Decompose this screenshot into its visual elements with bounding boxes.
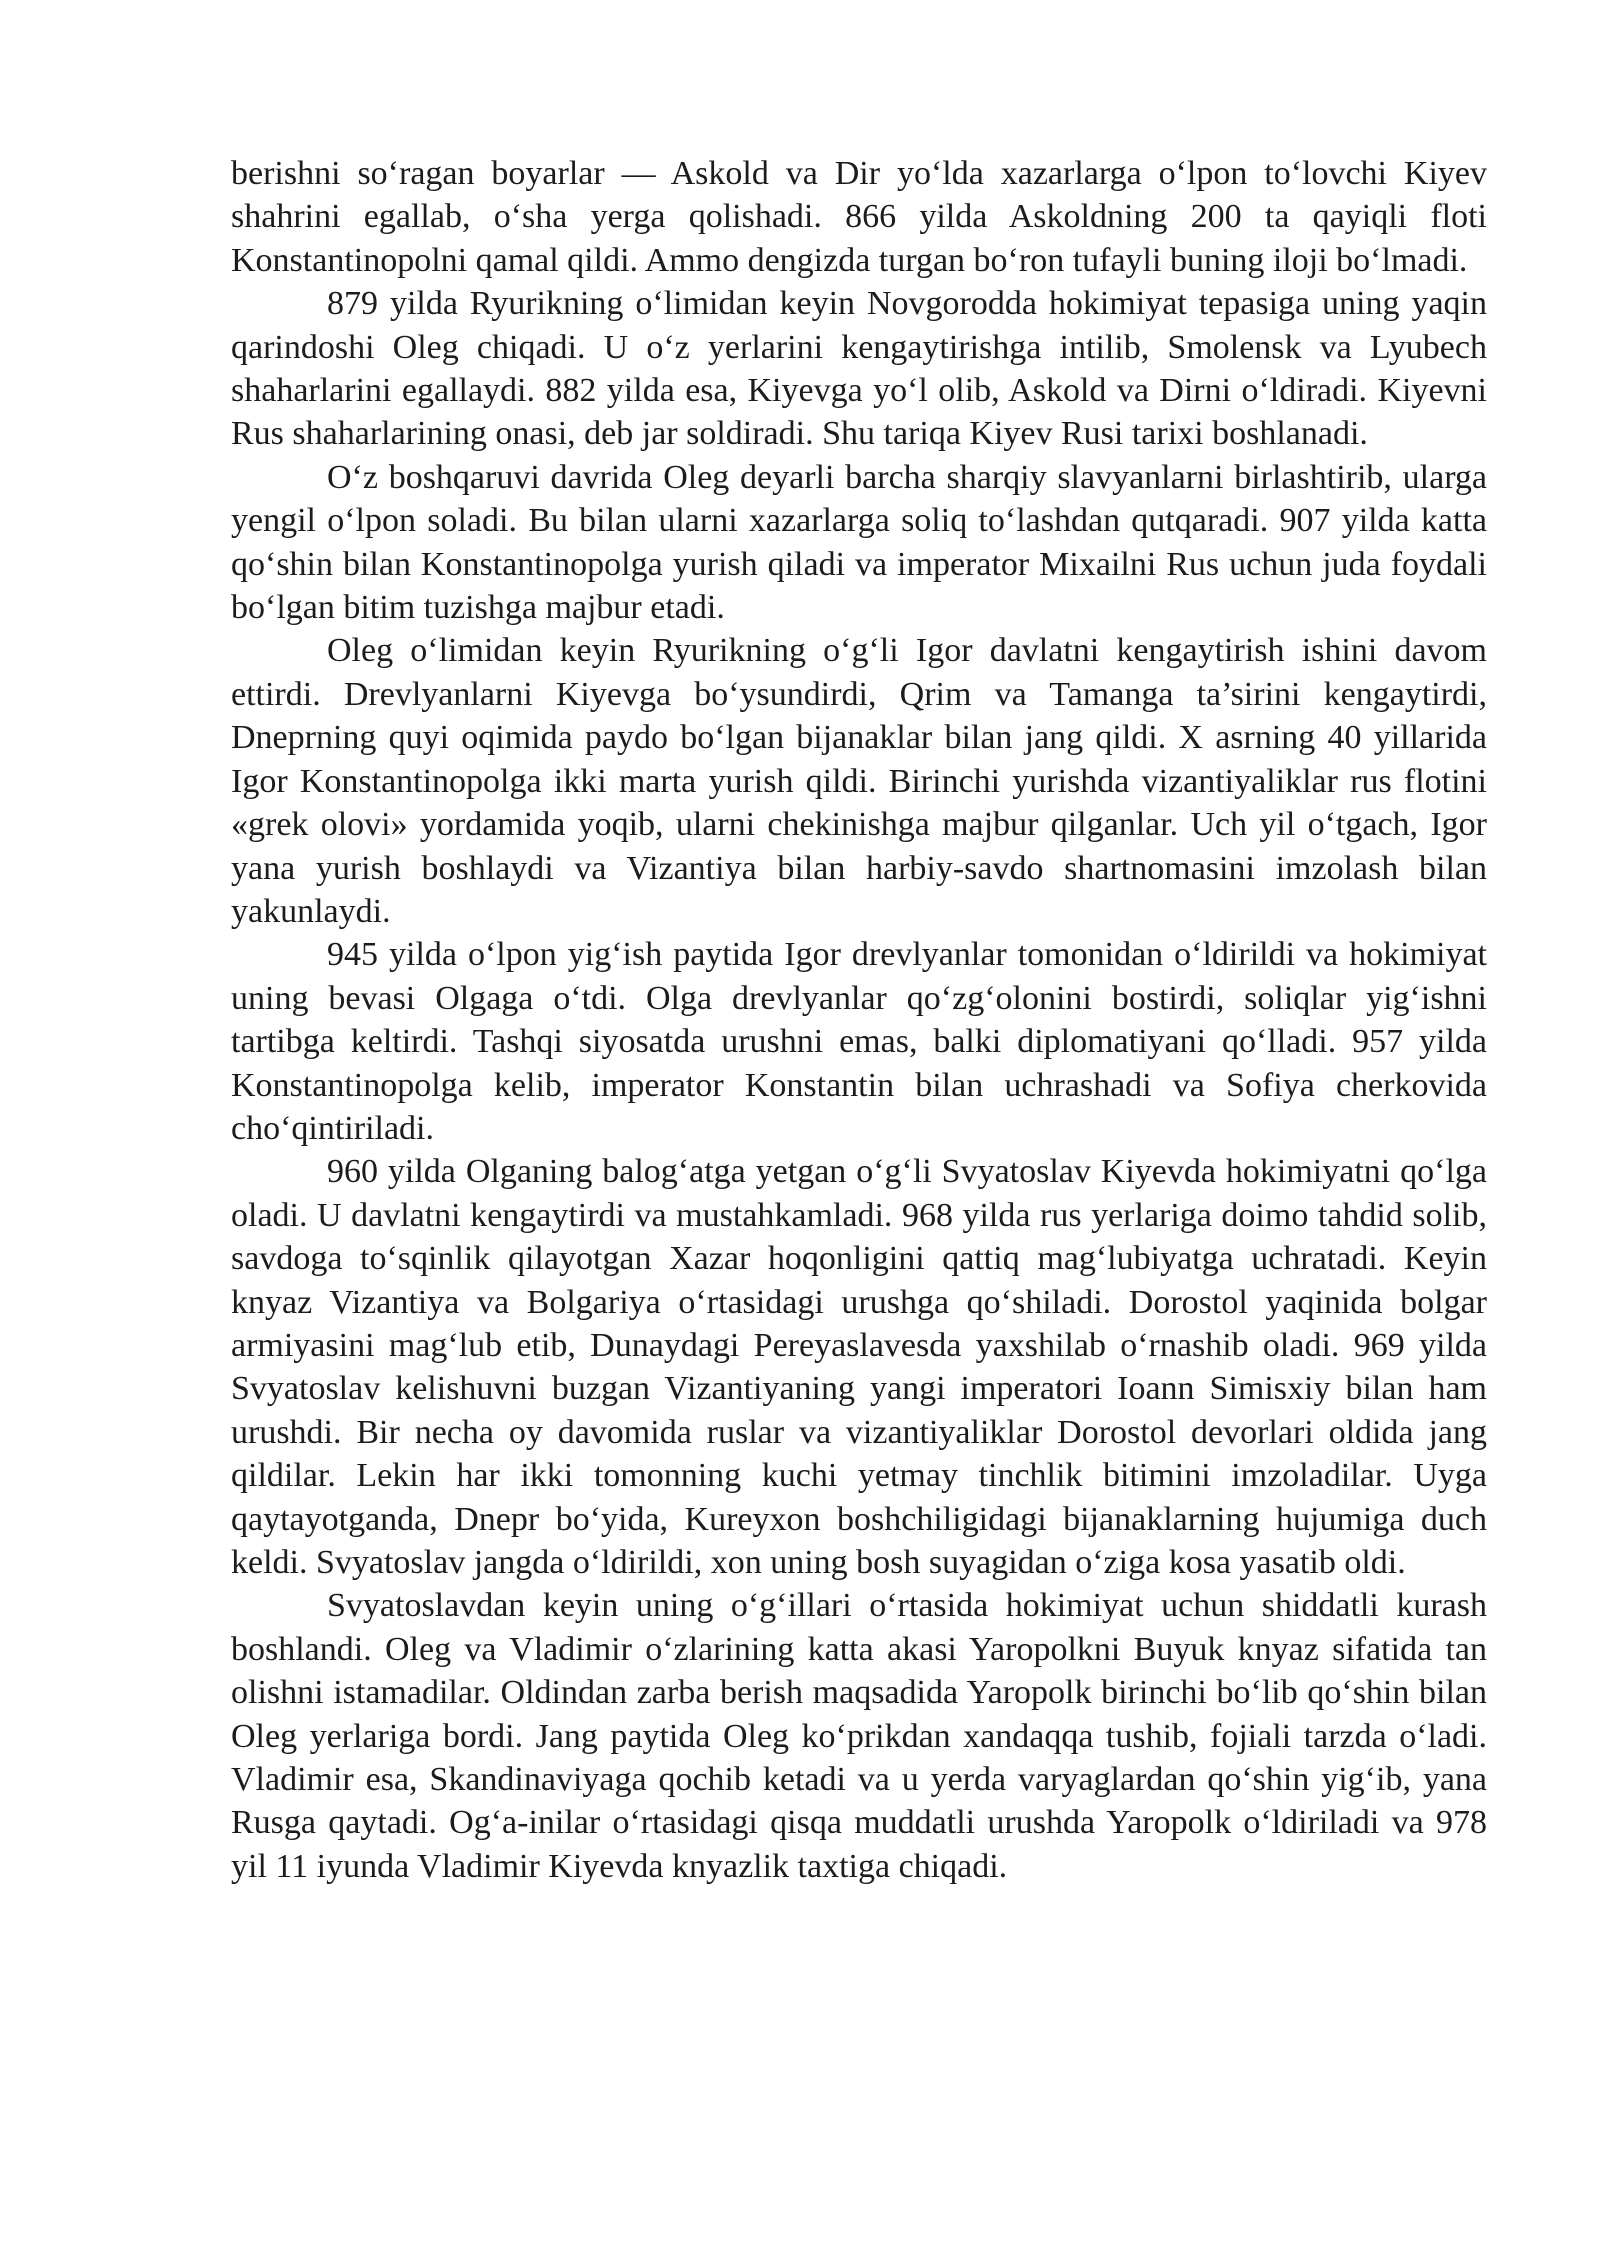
paragraph-1: berishni so‘ragan boyarlar — Askold va Dir yo‘lda xazarlarga o‘lpon to‘lovchi Kiyev shahrini egallab, o‘sha yerga qolishadi. 866 yilda Askoldning 200 ta qayiqli floti Konstantinopolni qamal qildi. Ammo dengizda turgan bo‘ron tufayli buning iloji bo‘lmadi.: [231, 155, 1487, 279]
paragraph-7: Svyatoslavdan keyin uning o‘g‘illari o‘rtasida hokimiyat uchun shiddatli kurash boshlandi. Oleg va Vladimir o‘zlarining katta akasi Yaropolkni Buyuk knyaz sifatida tan olishni istamadilar. Oldindan zarba berish maqsadida Yaropolk birinchi bo‘lib qo‘shin bilan Oleg yerlariga bordi. Jang paytida Oleg ko‘prikdan xandaqqa tushib, fojiali tarzda o‘ladi. Vladimir esa, Skandinaviyaga qochib ketadi va u yerda varyaglardan qo‘shin yig‘ib, yana Rusga qaytadi. Og‘a-inilar o‘rtasidagi qisqa muddatli urushda Yaropolk o‘ldiriladi va 978 yil 11 iyunda Vladimir Kiyevda knyazlik taxtiga chiqadi.: [231, 1587, 1487, 1885]
paragraph-5: 945 yilda o‘lpon yig‘ish paytida Igor drevlyanlar tomonidan o‘ldirildi va hokimiyat uning bevasi Olgaga o‘tdi. Olga drevlyanlar qo‘zg‘olonini bostirdi, soliqlar yig‘ishni tartibga keltirdi. Tashqi siyosatda urushni emas, balki diplomatiyani qo‘lladi. 957 yilda Konstantinopolga kelib, imperator Konstantin bilan uchrashadi va Sofiya cherkovida cho‘qintiriladi.: [231, 936, 1487, 1147]
paragraph-2: 879 yilda Ryurikning o‘limidan keyin Novgorodda hokimiyat tepasiga uning yaqin qarindoshi Oleg chiqadi. U o‘z yerlarini kengaytirishga intilib, Smolensk va Lyubech shaharlarini egallaydi. 882 yilda esa, Kiyevga yo‘l olib, Askold va Dirni o‘ldiradi. Kiyevni Rus shaharlarining onasi, deb jar soldiradi. Shu tariqa Kiyev Rusi tarixi boshlanadi.: [231, 285, 1487, 453]
document-page: [231, 152, 1487, 1888]
paragraph-6: 960 yilda Olganing balog‘atga yetgan o‘g‘li Svyatoslav Kiyevda hokimiyatni qo‘lga oladi. U davlatni kengaytirdi va mustahkamladi. 968 yilda rus yerlariga doimo tahdid solib, savdoga to‘sqinlik qilayotgan Xazar hoqonligini qattiq mag‘lubiyatga uchratadi. Keyin knyaz Vizantiya va Bolgariya o‘rtasidagi urushga qo‘shiladi. Dorostol yaqinida bolgar armiyasini mag‘lub etib, Dunaydagi Pereyaslavesda yaxshilab o‘rnashib oladi. 969 yilda Svyatoslav kelishuvni buzgan Vizantiyaning yangi imperatori Ioann Simisxiy bilan ham urushdi. Bir necha oy davomida ruslar va vizantiyaliklar Dorostol devorlari oldida jang qildilar. Lekin har ikki tomonning kuchi yetmay tinchlik bitimini imzoladilar. Uyga qaytayotganda, Dnepr bo‘yida, Kureyxon boshchiligidagi bijanaklarning hujumiga duch keldi. Svyatoslav jangda o‘ldirildi, xon uning bosh suyagidan o‘ziga kosa yasatib oldi.: [231, 1153, 1487, 1581]
paragraph-3: O‘z boshqaruvi davrida Oleg deyarli barcha sharqiy slavyanlarni birlashtirib, ularga yengil o‘lpon soladi. Bu bilan ularni xazarlarga soliq to‘lashdan qutqaradi. 907 yilda katta qo‘shin bilan Konstantinopolga yurish qiladi va imperator Mixailni Rus uchun juda foydali bo‘lgan bitim tuzishga majbur etadi.: [231, 458, 1487, 627]
paragraph-4: Oleg o‘limidan keyin Ryurikning o‘g‘li Igor davlatni kengaytirish ishini davom ettirdi. Drevlyanlarni Kiyevga bo‘ysundirdi, Qrim va Tamanga ta’sirini kengaytirdi, Dneprning quyi oqimida paydo bo‘lgan bijanaklar bilan jang qildi. X asrning 40 yillarida Igor Konstantinopolga ikki marta yurish qildi. Birinchi yurishda vizantiyaliklar rus flotini «grek olovi» yordamida yoqib, ularni chekinishga majbur qilganlar. Uch yil o‘tgach, Igor yana yurish boshlaydi va Vizantiya bilan harbiy-savdo shartnomasini imzolash bilan yakunlaydi.: [231, 632, 1487, 930]
